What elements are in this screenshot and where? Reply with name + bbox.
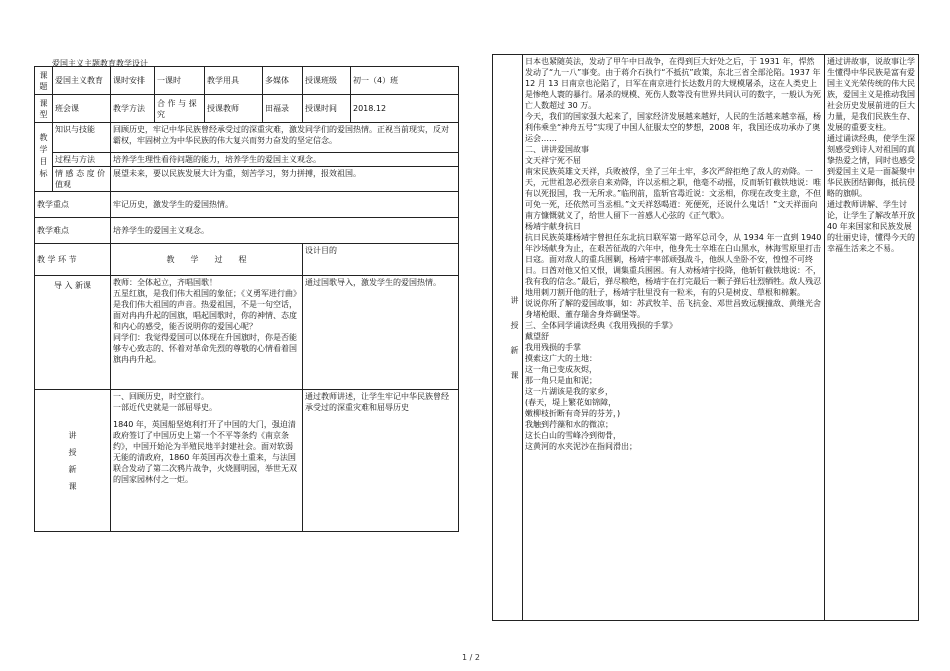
difficulty-label: 教学难点	[35, 218, 111, 244]
header-row-2	[35, 95, 459, 123]
difficulty-text: 培养学生的爱国主义观念。	[111, 218, 459, 244]
purpose-text: 通过教师讲解、学生讨论，让学生了解改革开放 40 年来国家和民族发展的壮丽史诗，懂得今天的幸福生活来之不易。	[827, 200, 915, 253]
poem-author: 戴望舒	[525, 332, 549, 341]
teach-line: 一部近代史就是一部屈辱史。	[113, 403, 217, 412]
process-header: 教 学 过 程	[111, 244, 303, 276]
stage-intro-content	[111, 276, 303, 390]
section-heading: 三、全体同学诵读经典《我用残损的手掌》	[525, 321, 677, 330]
stage-teach-purpose: 通过教师讲述，让学生牢记中华民族曾经承受过的深重灾难和屈辱历史	[303, 390, 459, 532]
intro-line: 五星红旗，是我们伟大祖国的象征；《义勇军进行曲》是我们伟大祖国的声音。热爱祖国，不是一句空话，面对冉冉升起的国旗，唱起国歌时，你的神情、态度和内心的感受，能否说明你的爱国心呢？	[113, 289, 297, 331]
label-tools: 教学用具	[205, 67, 263, 95]
value-teacher: 田福录	[263, 95, 303, 123]
objective-name: 情 感 态 度 价值观	[53, 167, 111, 192]
lesson-plan-table-right	[492, 54, 919, 621]
lesson-plan-table-left	[34, 66, 459, 532]
objective-row-2	[35, 153, 459, 167]
page-title: 爱国主义主题教育教学设计	[52, 59, 148, 68]
objective-row-1	[35, 123, 459, 153]
value-date: 2018.12	[351, 95, 459, 123]
value-type: 班会课	[53, 95, 111, 123]
difficulty-row	[35, 218, 459, 244]
poem-line: 我用残损的手掌	[525, 343, 581, 352]
label-teacher: 授课教师	[205, 95, 263, 123]
today-paragraph: 今天，我们的国家强大起来了，国家经济发展越来越好，人民的生活越来越幸福，杨利伟乘坐“神舟五号”实现了中国人征服太空的梦想，2008 年，我国还成功承办了奥运会……	[525, 112, 821, 143]
value-tools: 多媒体	[263, 67, 303, 95]
section-heading: 二、讲讲爱国故事	[525, 145, 589, 154]
right-teach-row	[493, 55, 919, 621]
stage-teach-content	[111, 390, 303, 532]
label-class: 授课班级	[303, 67, 351, 95]
key-point-text: 牢记历史，激发学生的爱国热情。	[111, 192, 459, 218]
story-text: 南宋民族英雄文天祥，兵败被俘，坐了三年土牢，多次严辞拒绝了敌人的劝降。一天，元世祖忽必烈亲自来劝降，许以丞相之职，他毫不动摇，反而斩钉截铁地说：唯有以死报国，我一无所求。”临刑前，监斩官毒近说：文丞相，你现在改变主意，不但可免一死，还依然可当丞相。”文天祥怒喝道：死便死，还说什么鬼话！”文天祥面向南方慷慨就义了，给世人留下一首感人心弦的《正气歌》。	[525, 167, 822, 220]
objective-text: 回顾历史，牢记中华民族曾经承受过的深重灾难，激发同学们的爱国热情。正视当前现实，反对霸权，牢固树立为中华民族的伟大复兴而努力奋发的坚定信念。	[111, 123, 459, 153]
objectives-label: 教学目标	[35, 123, 53, 192]
purpose-text: 通过讲故事，说故事让学生懂得中华民族是富有爱国主义光荣传统的伟大民族，爱国主义是推动我国社会历史发展前进的巨大力量，是我们民族生存、发展的重要支柱。	[827, 57, 915, 132]
value-topic: 爱国主义教育	[53, 67, 111, 95]
stage-intro-purpose: 通过国歌导入，激发学生的爱国热情。	[303, 276, 459, 390]
poem-line: 摸索这广大的土地：	[525, 354, 597, 363]
purpose-text: 通过诵读经典，使学生深刻感受到诗人对祖国的真挚热爱之情，同时也感受到爱国主义是一面凝聚中华民族团结御侮，抵抗侵略的旗帜。	[827, 134, 915, 198]
key-point-row	[35, 192, 459, 218]
label-date: 授课时间	[303, 95, 351, 123]
stage-intro-label: 导 入 新课	[35, 276, 111, 390]
key-point-label: 教学重点	[35, 192, 111, 218]
objective-name: 过程与方法	[53, 153, 111, 167]
poem-line: 这一角已变成灰烬，	[525, 365, 597, 374]
teach-line: 一、回顾历史，时空旅行。	[113, 392, 209, 401]
purpose-header: 设计目的	[303, 244, 459, 276]
label-hours: 课时安排	[111, 67, 155, 95]
poem-line: 这长白山的雪峰冷到彻骨，	[525, 431, 621, 440]
right-stage-label: 讲 授 新 课	[493, 55, 523, 621]
extra-prompt: 说说你所了解的爱国故事，如：苏武牧羊、岳飞抗金、邓世昌致远舰撞敌、黄继光舍身堵枪眼、董存瑞舍身炸碉堡等。	[525, 299, 821, 319]
page-number: 1 / 2	[462, 653, 480, 662]
value-class: 初一（4）班	[351, 67, 459, 95]
objective-row-3	[35, 167, 459, 192]
intro-line: 教师：全体起立，齐唱国歌！	[113, 278, 217, 287]
value-hours: 一课时	[155, 67, 205, 95]
stage-teach-label: 讲 授 新 课	[35, 390, 111, 532]
label-method: 教学方法	[111, 95, 155, 123]
story-title: 文天祥宁死不屈	[525, 156, 581, 165]
story-text: 抗日民族英雄杨靖宇曾担任东北抗日联军第一路军总司令，从 1934 年一直到 1940 年沙场献身为止，在艰苦征战的六年中，他身先士卒堆在白山黑水，林海雪原里打击日寇。面对敌人的重兵围剿，杨靖宇率部顽强战斗，他纵人坐卧不安，惶惶不可终日。日酋对他又怕又恨，调集重兵围困。有人劝杨靖宇投降，他斩钉截铁地说：不，我有我的信念。”最后，弹尽粮绝，杨靖宇在打完最后一颗子弹后壮烈牺牲。敌人残忍地用刺刀割开他的肚子，杨靖宇肚里没有一粒米，有的只是树皮、草根和棉絮。	[525, 233, 822, 297]
teach-line: 1840 年，英国船坚炮利打开了中国的大门，强迫清政府签订了中国历史上第一个不平等条约《南京条约》，中国开始沦为半殖民地半封建社会。面对软弱无能的清政府，1860 年英国再次卷土重来，与法国联合发动了第二次鸦片战争，火烧圆明园，举世无双的国家园林付之一炬。	[113, 420, 297, 484]
value-method: 合 作 与 探究	[155, 95, 205, 123]
poem-line: 嫩柳枝折断有奇异的芬芳，)	[525, 409, 621, 418]
poem-line: 这黄河的水夹泥沙在指间滑出；	[525, 442, 637, 451]
poem-line: 那一角只是血和泥；	[525, 376, 597, 385]
objective-text: 培养学生理性看待问题的能力，培养学生的爱国主义观念。	[111, 153, 459, 167]
poem-line: 我触到荇藻和水的微凉；	[525, 420, 613, 429]
stage-header: 教 学 环 节	[35, 244, 111, 276]
objective-text: 展望未来，要以民族发展大计为重，刻苦学习，努力拼搏，报效祖国。	[111, 167, 459, 192]
poem-line: 这一片湖该是我的家乡，	[525, 387, 613, 396]
right-content	[523, 55, 825, 621]
poem-line: (春天，堤上繁花如锦障，	[525, 398, 617, 407]
header-row-1	[35, 67, 459, 95]
stage-intro-row	[35, 276, 459, 390]
label-topic: 课题	[35, 67, 53, 95]
history-paragraph: 日本也紧随英法，发动了甲午中日战争，在得到巨大好处之后，于 1931 年，悍然发动了“九一八”事变。由于蒋介石执行“不抵抗”政策，东北三省全部沦陷。1937 年 12 月 13 日南京也沦陷了，日军在南京进行长达数月的大规模屠杀，这在人类史上是惨绝人寰的暴行。屠杀的规模、死伤人数等没有世界共同认可的数字，一般认为死亡人数超过 30 万。	[525, 57, 821, 110]
label-type: 课型	[35, 95, 53, 123]
right-purpose	[825, 55, 919, 621]
intro-line: 同学们：我觉得爱国可以体现在升国旗时，你是否能够专心致志的、怀着对革命先烈的尊敬的心情看着国旗冉冉升起。	[113, 333, 297, 364]
story-title: 杨靖宇献身抗日	[525, 222, 581, 231]
process-header-row	[35, 244, 459, 276]
stage-teach-row	[35, 390, 459, 532]
objective-name: 知识与技能	[53, 123, 111, 153]
